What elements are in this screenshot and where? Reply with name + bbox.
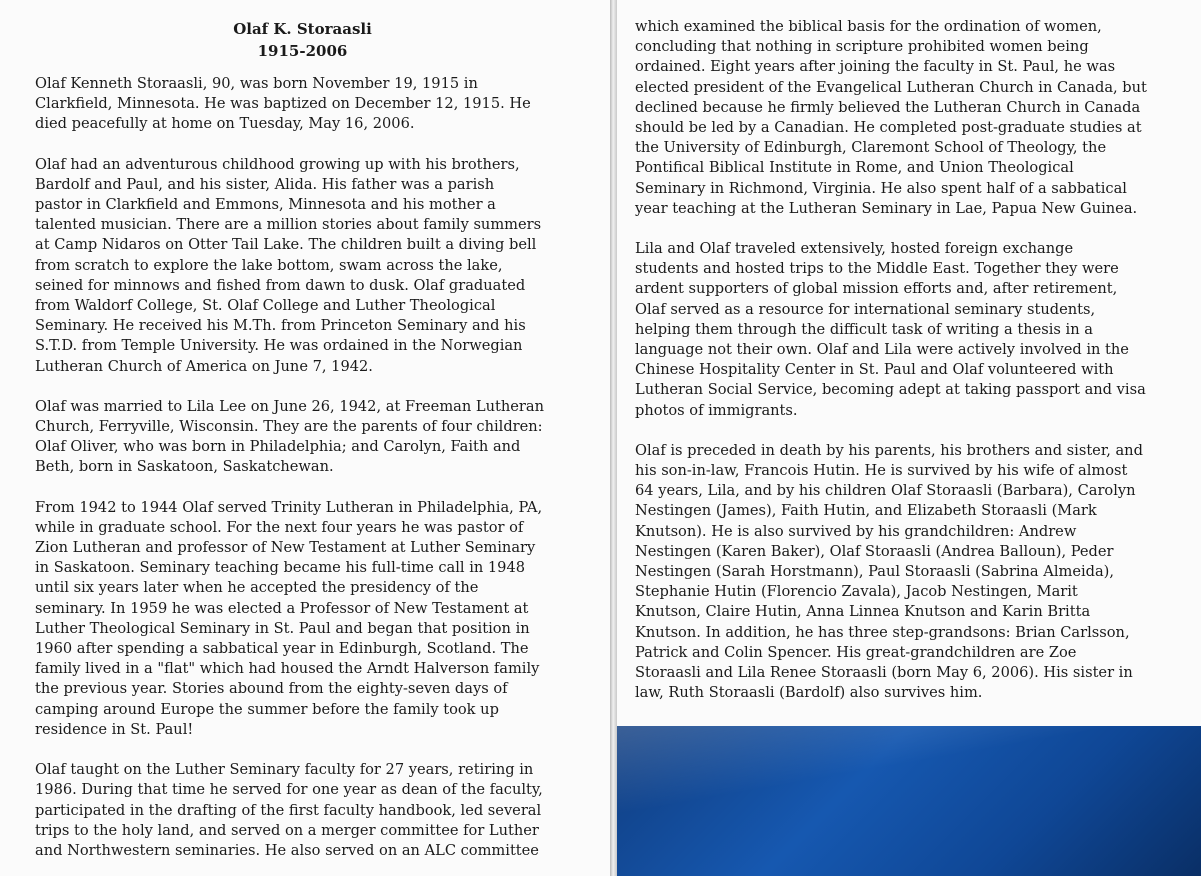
page-gutter	[610, 0, 617, 876]
paragraph-birth: Olaf Kenneth Storaasli, 90, was born November 19, 1915 in Clarkfield, Minnesota. He was baptized on December 12, 1915. He died peacefully at home on Tuesday, May 16, 2006.	[35, 75, 531, 133]
desktop-background	[617, 726, 1201, 876]
paragraph-marriage: Olaf was married to Lila Lee on June 26, 1942, at Freeman Lutheran Church, Ferryville, Wisconsin. They are the parents of four children: Olaf Oliver, who was born in Philadelphia; and Carolyn, Faith and Beth, born in Saskatoon, Saskatchewan.	[35, 397, 544, 476]
life-years: 1915-2006	[257, 42, 348, 60]
paragraph-ordination: which examined the biblical basis for the ordination of women, concluding that nothing in scripture prohibited women being ordained. Eight years after joining the faculty in St. Paul, he was elected president of the Evangelical Lutheran Church in Canada, but declined because he firmly believed the Lutheran Church in Canada should be led by a Canadian. He completed post-graduate studies at the University of Edinburgh, Claremont School of Theology, the Pontifical Biblical Institute in Rome, and Union Theological Seminary in Richmond, Virginia. He also spent half of a sabbatical year teaching at the Lutheran Seminary in Lae, Papua New Guinea.	[635, 18, 1147, 217]
paragraph-career: From 1942 to 1944 Olaf served Trinity Lutheran in Philadelphia, PA, while in graduate school. For the next four years he was pastor of Zion Lutheran and professor of New Testament at Luther Seminary in Saskatoon. Seminary teaching became his full-time call in 1948 until six years later when he accepted the presidency of the seminary. In 1959 he was elected a Professor of New Testament at Luther Theological Seminary in St. Paul and began that position in 1960 after spending a sabbatical year in Edinburgh, Scotland. The family lived in a "flat" which had housed the Arndt Halverson family the previous year. Stories abound from the eighty-seven days of camping around Europe the summer before the family took up residence in St. Paul!	[35, 498, 543, 738]
paragraph-childhood: Olaf had an adventurous childhood growing up with his brothers, Bardolf and Paul, and his sister, Alida. His father was a parish pastor in Clarkfield and Emmons, Minnesota and his mother a talented musician. There are a million stories about family summers at Camp Nidaros on Otter Tail Lake. The children built a diving bell from scratch to explore the lake bottom, swam across the lake, seined for minnows and fished from dawn to dusk. Olaf graduated from Waldorf College, St. Olaf College and Luther Theological Seminary. He received his M.Th. from Princeton Seminary and his S.T.D. from Temple University. He was ordained in the Norwegian Lutheran Church of America on June 7, 1942.	[35, 155, 542, 375]
title-block	[35, 18, 570, 62]
paragraph-survivors: Olaf is preceded in death by his parents, his brothers and sister, and his son-in-law, Francois Hutin. He is survived by his wife of almost 64 years, Lila, and by his children Olaf Storaasli (Barbara), Carolyn Nestingen (James), Faith Hutin, and Elizabeth Storaasli (Mark Knutson). He is also survived by his grandchildren: Andrew Nestingen (Karen Baker), Olaf Storaasli (Andrea Balloun), Peder Nestingen (Sarah Horstmann), Paul Storaasli (Sabrina Almeida), Stephanie Hutin (Florencio Zavala), Jacob Nestingen, Marit Knutson, Claire Hutin, Anna Linnea Knutson and Karin Britta Knutson. In addition, he has three step-grandsons: Brian Carlsson, Patrick and Colin Spencer. His great-grandchildren are Zoe Storaasli and Lila Renee Storaasli (born May 6, 2006). His sister in law, Ruth Storaasli (Bardolf) also survives him.	[635, 441, 1143, 702]
page-title: Olaf K. Storaasli	[233, 20, 372, 38]
paragraph-faculty: Olaf taught on the Luther Seminary faculty for 27 years, retiring in 1986. During that time he served for one year as dean of the faculty, participated in the drafting of the first faculty handbook, led several trips to the holy land, and served on a merger committee for Luther and Northwestern seminaries. He also served on an ALC committee	[35, 761, 543, 859]
right-page	[617, 0, 1201, 726]
paragraph-travel: Lila and Olaf traveled extensively, hosted foreign exchange students and hosted trips to the Middle East. Together they were ardent supporters of global mission efforts and, after retirement, Olaf served as a resource for international seminary students, helping them through the difficult task of writing a thesis in a language not their own. Olaf and Lila were actively involved in the Chinese Hospitality Center in St. Paul and Olaf volunteered with Lutheran Social Service, becoming adept at taking passport and visa photos of immigrants.	[635, 240, 1146, 419]
